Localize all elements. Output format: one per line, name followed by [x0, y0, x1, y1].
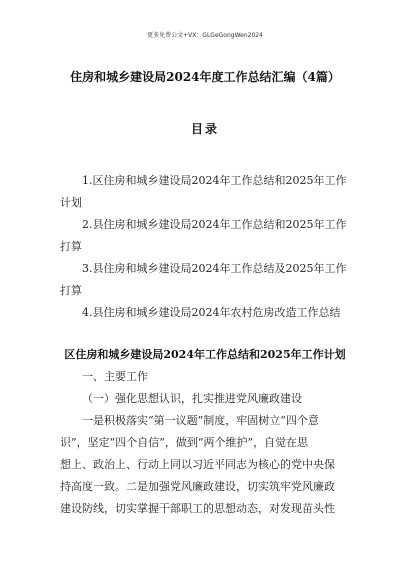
document-title: 住房和城乡建设局2024年度工作总结汇编（4篇）	[70, 70, 340, 84]
body-paragraph-line: 一是积极落实“第一议题”制度，牢固树立“四个意	[82, 414, 319, 427]
body-paragraph-line: 建设防线，切实掌握干部职工的思想动态，对发现苗头性	[60, 502, 335, 515]
body-paragraph-line: 识”，坚定“四个自信”，做到“两个维护”，自觉在思	[60, 436, 309, 449]
toc-heading: 目录	[190, 122, 219, 136]
body-paragraph-line: 持高度一致。二是加强党风廉政建设，切实筑牢党风廉政	[60, 480, 335, 493]
toc-item-3[interactable]: 3.县住房和城乡建设局2024年工作总结及2025年工作	[82, 262, 347, 275]
toc-item-1[interactable]: 1.区住房和城乡建设局2024年工作总结和2025年工作	[82, 174, 347, 187]
body-heading-1: 一、主要工作	[82, 370, 148, 383]
body-subheading-1: （一）强化思想认识，扎实推进党风廉政建设	[82, 392, 302, 405]
toc-item-1-continued[interactable]: 计划	[60, 196, 82, 209]
toc-item-2-continued[interactable]: 打算	[60, 240, 82, 253]
toc-item-2[interactable]: 2.县住房和城乡建设局2024年工作总结和2025年工作	[82, 218, 347, 231]
header-watermark: 更多免费公文+VX：GLGeGongWen2024	[147, 32, 263, 39]
toc-item-4[interactable]: 4.县住房和城乡建设局2024年农村危房改造工作总结	[82, 306, 341, 319]
body-paragraph-line: 想上、政治上、行动上同以习近平同志为核心的党中央保	[60, 458, 335, 471]
section-title: 区住房和城乡建设局2024年工作总结和2025年工作计划	[64, 348, 346, 361]
toc-item-3-continued[interactable]: 打算	[60, 284, 82, 297]
